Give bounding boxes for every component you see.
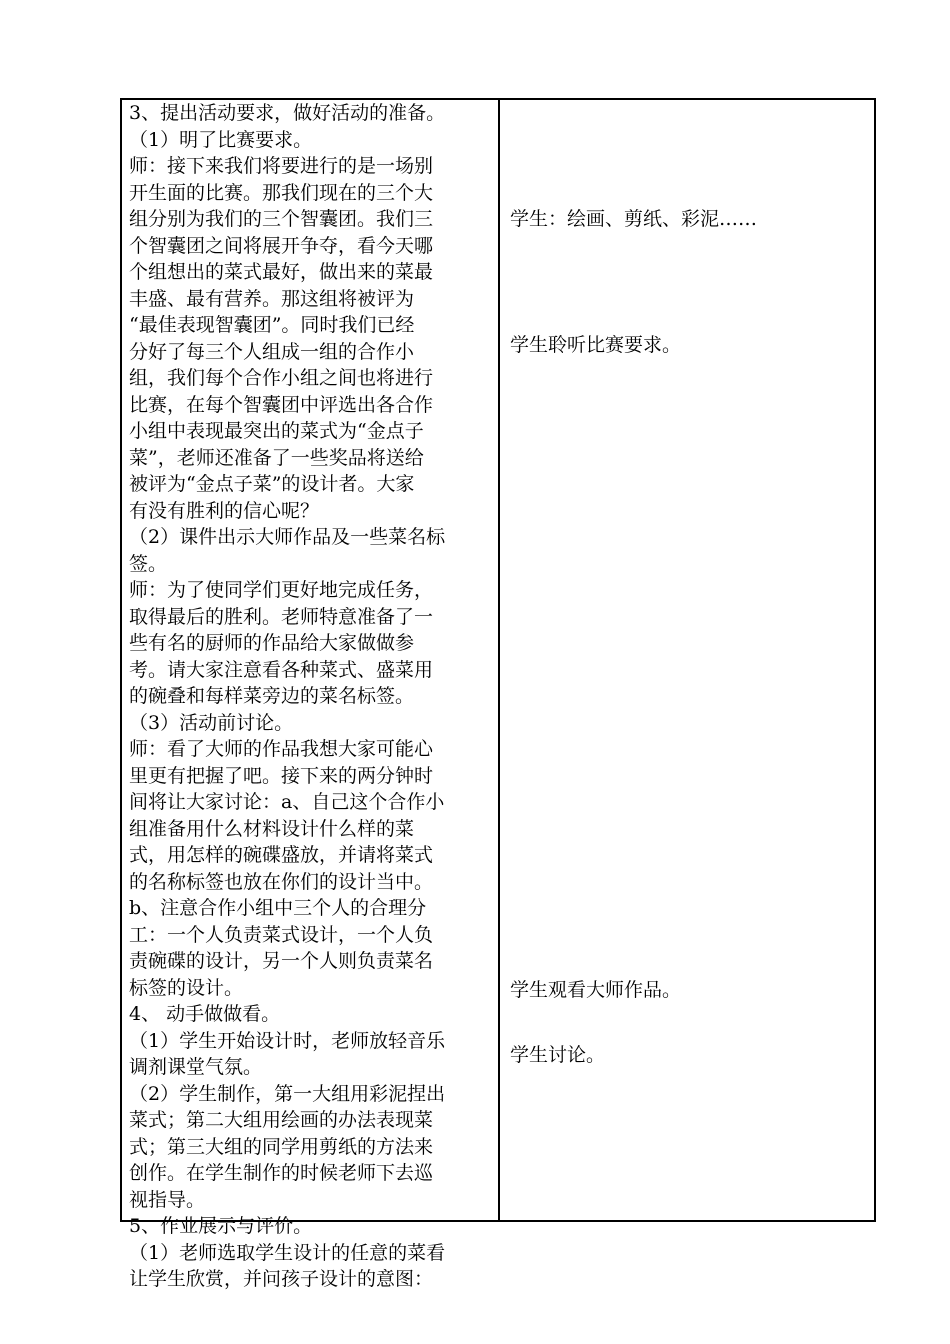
text-line: 菜”，老师还准备了一些奖品将送给	[129, 446, 424, 469]
text-line: 菜式；第二大组用绘画的办法表现菜	[129, 1109, 434, 1131]
text-line: （3）活动前讨论。	[129, 711, 294, 734]
student-note: 学生：绘画、剪纸、彩泥……	[510, 208, 758, 230]
text-line: 的碗叠和每样菜旁边的菜名标签。	[129, 685, 415, 707]
text-line: 责碗碟的设计，另一个人则负责菜名	[129, 950, 434, 972]
text-line: 让学生欣赏，并问孩子设计的意图：	[129, 1268, 434, 1290]
text-line: 考。请大家注意看各种菜式、盛菜用	[129, 658, 434, 681]
text-line: 些有名的厨师的作品给大家做做参	[129, 632, 415, 654]
text-line: 师：看了大师的作品我想大家可能心	[129, 738, 434, 760]
column-divider	[498, 100, 500, 1220]
text-line: 标签的设计。	[129, 976, 244, 999]
text-line: 个智囊团之间将展开争夺，看今天哪	[129, 234, 434, 257]
text-line: （1）明了比赛要求。	[129, 128, 313, 151]
student-note: 学生观看大师作品。	[510, 979, 682, 1001]
text-line: （2）课件出示大师作品及一些菜名标	[129, 526, 446, 548]
text-line: 取得最后的胜利。老师特意准备了一	[129, 605, 434, 628]
text-line: 组准备用什么材料设计什么样的菜	[129, 817, 415, 840]
text-line: 分好了每三个人组成一组的合作小	[129, 340, 415, 363]
text-line: 调剂课堂气氛。	[129, 1056, 263, 1078]
text-line: 3、提出活动要求，做好活动的准备。	[129, 102, 446, 124]
text-line: 小组中表现最突出的菜式为“金点子	[129, 420, 424, 442]
text-line: （1）老师选取学生设计的任意的菜看	[129, 1241, 446, 1264]
student-note: 学生聆听比赛要求。	[510, 334, 682, 356]
text-line: 工：一个人负责菜式设计，一个人负	[129, 923, 434, 946]
text-line: 创作。在学生制作的时候老师下去巡	[129, 1162, 434, 1184]
text-line: 丰盛、最有营养。那这组将被评为	[129, 287, 415, 310]
text-line: 式，用怎样的碗碟盛放，并请将菜式	[129, 844, 434, 866]
text-line: “最佳表现智囊团”。同时我们已经	[129, 314, 415, 336]
text-line: 视指导。	[129, 1188, 206, 1211]
text-line: 签。	[129, 552, 168, 575]
text-line: 组分别为我们的三个智囊团。我们三	[129, 208, 434, 230]
text-line: 4、 动手做做看。	[129, 1003, 281, 1025]
text-line: 里更有把握了吧。接下来的两分钟时	[129, 764, 434, 787]
text-line: 师：接下来我们将要进行的是一场别	[129, 155, 434, 177]
text-line: 式；第三大组的同学用剪纸的方法来	[129, 1135, 434, 1158]
text-line: b、注意合作小组中三个人的合理分	[129, 897, 427, 919]
student-note: 学生讨论。	[510, 1044, 606, 1066]
text-line: 组，我们每个合作小组之间也将进行	[129, 367, 434, 389]
text-line: （1）学生开始设计时，老师放轻音乐	[129, 1029, 446, 1052]
text-line: 有没有胜利的信心呢？	[129, 499, 320, 522]
text-line: 比赛，在每个智囊团中评选出各合作	[129, 393, 434, 416]
text-line: 开生面的比赛。那我们现在的三个大	[129, 181, 434, 204]
text-line: 个组想出的菜式最好，做出来的菜最	[129, 261, 434, 283]
text-line: 的名称标签也放在你们的设计当中。	[129, 870, 434, 893]
text-line: 被评为“金点子菜”的设计者。大家	[129, 473, 415, 495]
lesson-table	[120, 98, 876, 1290]
text-line: 间将让大家讨论：a、自己这个合作小	[129, 791, 445, 813]
text-line: 5、作业展示与评价。	[129, 1215, 313, 1237]
text-line: （2）学生制作，第一大组用彩泥捏出	[129, 1082, 446, 1105]
teacher-activity-column	[129, 100, 497, 1293]
text-line: 师：为了使同学们更好地完成任务，	[129, 579, 434, 601]
